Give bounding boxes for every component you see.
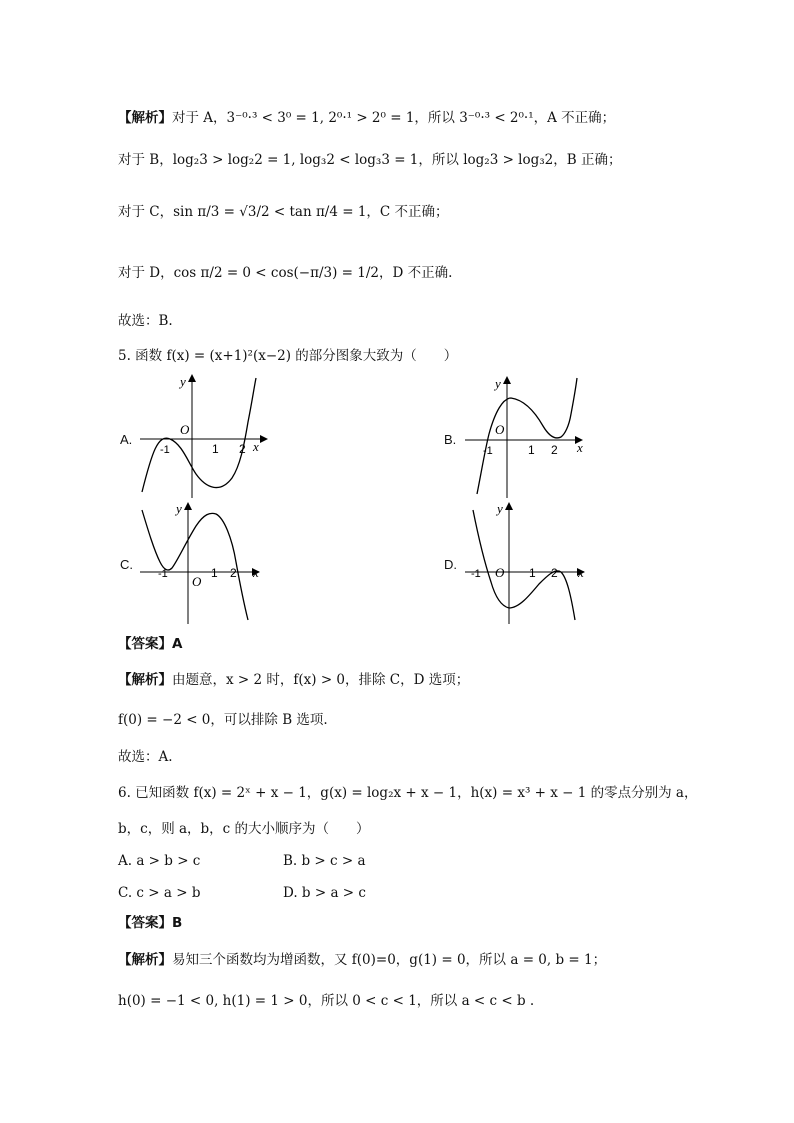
q6-option-a: A. a > b > c [118,853,201,869]
tick-1: 1 [211,566,218,580]
q5-graph-a [140,372,270,504]
tick-1: 1 [212,442,219,456]
analysis-line-d: 对于 D，cos π/2 = 0 < cos(−π/3) = 1/2，D 不正确. [118,265,453,281]
analysis-tag: 【解析】 [118,110,172,126]
origin-label: O [495,422,505,437]
curve [477,378,577,494]
curve [142,378,256,492]
tick-2: 2 [551,566,558,580]
analysis-tag: 【解析】 [118,952,172,968]
analysis-line-b: 对于 B，log₂3 > log₂2 = 1, log₃2 < log₃3 = 1，所以 log₂3 > log₃2，B 正确； [118,152,622,168]
q5-option-c-label: C. [120,557,133,572]
origin-label: O [192,574,202,589]
tick-neg1: -1 [471,568,481,580]
tick-1: 1 [529,566,536,580]
y-axis-arrow-icon [184,502,192,510]
x-axis-arrow-icon [260,435,268,443]
q5-answer [118,634,182,654]
tick-2: 2 [230,566,237,580]
origin-label: O [495,565,505,580]
q6-stem-line-2: b，c，则 a，b，c 的大小顺序为（ ） [118,821,370,837]
tick-2: 2 [239,442,246,456]
y-label: y [495,376,501,391]
x-label: x [578,565,584,580]
q5-option-b-label: B. [444,432,457,447]
q6-option-d: D. b > a > c [283,885,366,901]
q5-stem: 5. 函数 f(x) = (x+1)²(x−2) 的部分图象大致为（ ） [118,348,458,364]
analysis-line-c: 对于 C，sin π/3 = √3/2 < tan π/4 = 1，C 不正确； [118,204,449,220]
q6-option-b: B. b > c > a [283,853,366,869]
y-label: y [497,501,503,516]
y-label: y [176,501,182,516]
tick-neg1: -1 [483,445,493,457]
q5-solution-line-2: f(0) = −2 < 0，可以排除 B 选项. [118,712,328,728]
q6-stem-line-1: 6. 已知函数 f(x) = 2ˣ + x − 1，g(x) = log₂x + x − 1，h(x) = x³ + x − 1 的零点分别为 a， [118,785,698,801]
tick-1: 1 [528,443,535,457]
x-label: x [253,439,259,454]
x-label: x [253,565,259,580]
x-label: x [577,440,583,455]
q5-option-d-label: D. [444,557,457,572]
q6-solution-line-1 [118,950,606,970]
tick-2: 2 [551,443,558,457]
q6-solution-line-2: h(0) = −1 < 0, h(1) = 1 > 0，所以 0 < c < 1，所以 a < c < b . [118,993,535,1009]
answer-tag: 【答案】A [118,636,183,652]
q6-solution-text-1: 易知三个函数均为增函数，又 f(0)=0，g(1) = 0，所以 a = 0, b = 1； [172,952,607,968]
y-axis-arrow-icon [188,374,196,382]
analysis-text-a: 对于 A，3⁻⁰·³ < 3⁰ = 1, 2⁰·¹ > 2⁰ = 1，所以 3⁻⁰·³ < 2⁰·¹，A 不正确； [172,110,616,126]
q5-solution-line-1 [118,670,469,690]
curve [473,510,575,620]
q5-solution-text-1: 由题意，x > 2 时，f(x) > 0，排除 C，D 选项； [172,672,470,688]
q5-graph-b [465,374,595,506]
analysis-line-a [118,108,615,128]
y-axis-arrow-icon [503,376,511,384]
q6-answer [118,913,182,933]
analysis-tag: 【解析】 [118,672,172,688]
q5-graph-d [465,500,595,632]
curve [142,510,248,620]
q6-option-c: C. c > a > b [118,885,201,901]
origin-label: O [180,422,190,437]
y-axis-arrow-icon [505,502,513,510]
answer-tag: 【答案】B [118,915,183,931]
tick-neg1: -1 [160,444,170,456]
q5-option-a-label: A. [120,432,133,447]
tick-neg1: -1 [158,568,168,580]
analysis-conclusion: 故选：B. [118,313,173,329]
q5-conclusion: 故选：A. [118,749,173,765]
q5-graph-c [140,500,270,632]
y-label: y [180,374,186,389]
